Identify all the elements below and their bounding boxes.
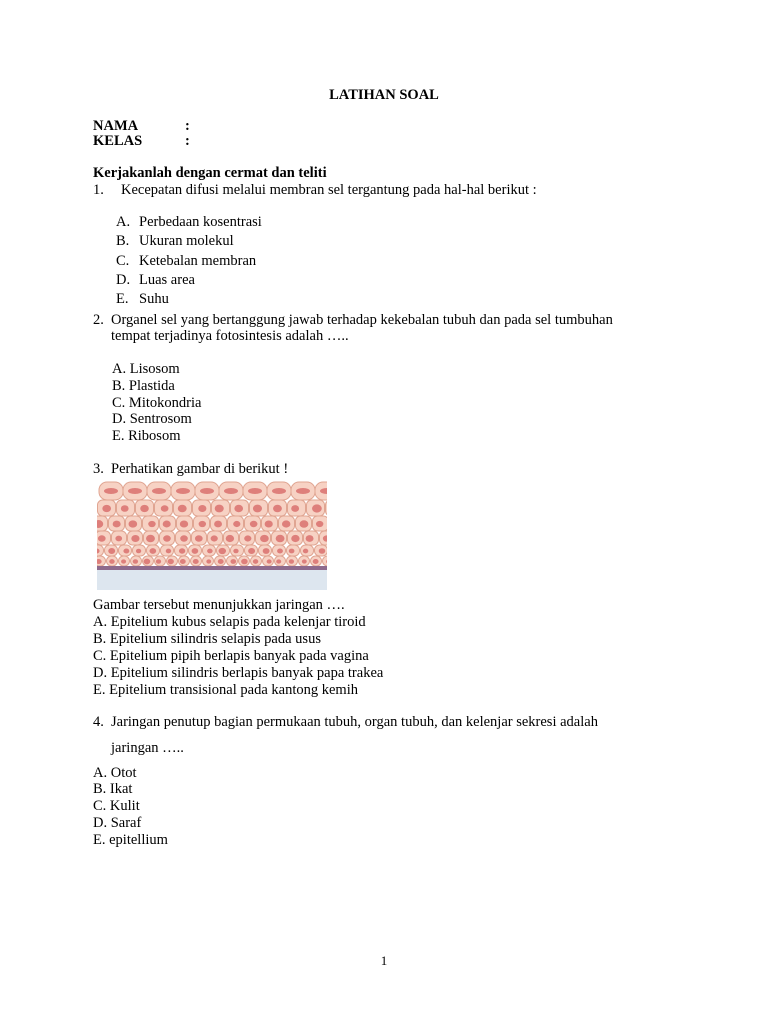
q2-text-line1: Organel sel yang bertanggung jawab terhadap kekebalan tubuh dan pada sel tumbuhan (111, 312, 613, 328)
cell-nucleus (303, 549, 308, 554)
cell-nucleus (277, 549, 283, 554)
q2-text-line2: tempat terjadinya fotosintesis adalah ….. (111, 328, 349, 344)
connective-tissue (97, 570, 327, 590)
cell-nucleus (250, 521, 258, 527)
cell-nucleus (198, 505, 206, 512)
cell-nucleus (218, 559, 224, 564)
cell-nucleus (233, 521, 240, 527)
cell-nucleus (199, 521, 206, 527)
cell-nucleus (156, 559, 161, 563)
q1-option-text: Ketebalan membran (139, 253, 257, 269)
cell-nucleus (207, 549, 213, 554)
cell-nucleus (233, 549, 238, 554)
cell-nucleus (180, 520, 188, 527)
q2-option: D. Sentrosom (112, 411, 192, 427)
cell-nucleus (115, 536, 122, 542)
cell-nucleus (312, 504, 322, 512)
cell-nucleus (319, 548, 326, 554)
cell-nucleus (146, 535, 155, 543)
page-number: 1 (380, 953, 388, 968)
cell-nucleus (113, 521, 121, 528)
cell-nucleus (291, 505, 299, 512)
cell-nucleus (273, 505, 282, 513)
q4-option: C. Kulit (93, 798, 140, 814)
q3-number: 3. (93, 461, 104, 477)
cell-nucleus (244, 535, 251, 541)
cell-nucleus (215, 505, 224, 513)
kelas-label: KELAS (93, 133, 143, 149)
cell-nucleus (180, 535, 188, 542)
cell-nucleus (121, 505, 129, 512)
cell-nucleus (193, 559, 199, 564)
cell-nucleus (313, 559, 319, 564)
cell-nucleus (144, 559, 151, 565)
cell-nucleus (306, 535, 314, 542)
cell-nucleus (316, 521, 323, 527)
q1-text: Kecepatan difusi melalui membran sel tergantung pada hal-hal berikut : (121, 182, 537, 198)
cell-nucleus (265, 521, 273, 528)
q2-option: A. Lisosom (112, 361, 180, 377)
cell-nucleus (178, 505, 187, 513)
cell-nucleus (148, 521, 155, 527)
q3-option: A. Epitelium kubus selapis pada kelenjar tiroid (93, 614, 366, 630)
cell-nucleus (133, 559, 138, 564)
q3-option: E. Epitelium transisional pada kantong kemih (93, 682, 358, 698)
q2-option: E. Ribosom (112, 428, 181, 444)
cell-nucleus (104, 488, 118, 494)
cell-nucleus (253, 559, 258, 564)
cell-nucleus (272, 488, 286, 494)
cell-nucleus (248, 488, 262, 494)
cell-nucleus (200, 488, 214, 494)
nama-label: NAMA (93, 118, 139, 134)
q1-option-letter: D. (116, 272, 131, 288)
cell-nucleus (179, 548, 185, 553)
epithelial-cell (326, 500, 328, 516)
q3-text: Perhatikan gambar di berikut ! (111, 461, 289, 477)
q2-option: C. Mitokondria (112, 395, 202, 411)
cell-nucleus (211, 535, 218, 541)
q4-option: E. epitellium (93, 832, 168, 848)
cell-nucleus (140, 505, 149, 512)
cell-nucleus (192, 548, 199, 554)
cell-nucleus (206, 559, 211, 563)
cell-nucleus (136, 549, 141, 554)
q1-option-text: Suhu (139, 291, 169, 307)
cell-nucleus (108, 548, 115, 554)
q1-number: 1. (93, 182, 104, 198)
cell-nucleus (289, 559, 294, 563)
cell-nucleus (291, 535, 299, 542)
cell-nucleus (289, 549, 295, 554)
cell-nucleus (129, 520, 138, 527)
cell-nucleus (263, 548, 270, 554)
cell-nucleus (149, 548, 156, 554)
q4-option: B. Ikat (93, 781, 133, 797)
cell-nucleus (302, 559, 307, 563)
cell-nucleus (296, 488, 310, 494)
cell-nucleus (168, 559, 174, 564)
q1-option-letter: C. (116, 253, 130, 269)
cell-nucleus (241, 559, 248, 565)
q3-option: B. Epitelium silindris selapis pada usus (93, 631, 321, 647)
kelas-colon: : (185, 133, 190, 149)
cell-nucleus (276, 559, 281, 563)
q3-option: D. Epitelium silindris berlapis banyak papa trakea (93, 665, 384, 681)
q4-number: 4. (93, 714, 104, 730)
cell-nucleus (195, 535, 203, 542)
cell-nucleus (219, 548, 226, 554)
cell-nucleus (98, 535, 106, 542)
instruction: Kerjakanlah dengan cermat dan teliti (93, 165, 327, 181)
cell-nucleus (102, 505, 111, 512)
cell-nucleus (163, 535, 171, 542)
q2-number: 2. (93, 312, 104, 328)
cell-nucleus (224, 488, 238, 494)
nama-colon: : (185, 118, 190, 134)
cell-nucleus (248, 548, 255, 554)
cell-nucleus (166, 549, 171, 554)
cell-nucleus (180, 559, 186, 564)
q4-text-line2: jaringan ….. (111, 740, 184, 756)
q1-option-text: Perbedaan kosentrasi (139, 214, 262, 230)
cell-nucleus (176, 488, 190, 494)
q1-option-letter: B. (116, 233, 130, 249)
q1-option-letter: E. (116, 291, 129, 307)
q3-question: Gambar tersebut menunjukkan jaringan …. (93, 597, 345, 613)
cell-nucleus (267, 559, 272, 563)
q1-option-text: Ukuran molekul (139, 233, 234, 249)
epithelium-tissue-image (97, 478, 327, 590)
cell-nucleus (253, 505, 262, 513)
cell-nucleus (131, 535, 139, 542)
q1-option-letter: A. (116, 214, 131, 230)
cell-nucleus (161, 505, 169, 512)
cell-nucleus (226, 535, 234, 542)
q4-option: A. Otot (93, 765, 137, 781)
cell-nucleus (234, 505, 243, 512)
cell-nucleus (282, 520, 290, 527)
q4-option: D. Saraf (93, 815, 142, 831)
cell-nucleus (214, 521, 222, 528)
cell-nucleus (123, 548, 129, 553)
cell-nucleus (121, 559, 126, 563)
q1-option-text: Luas area (139, 272, 195, 288)
cell-nucleus (128, 488, 142, 494)
cell-nucleus (109, 559, 115, 564)
cell-nucleus (276, 535, 285, 543)
cell-nucleus (230, 559, 236, 564)
q3-option: C. Epitelium pipih berlapis banyak pada vagina (93, 648, 369, 664)
cell-nucleus (163, 521, 171, 528)
cell-nucleus (260, 535, 269, 542)
q4-text-line1: Jaringan penutup bagian permukaan tubuh, organ tubuh, dan kelenjar sekresi adalah (111, 714, 598, 730)
page-title: LATIHAN SOAL (329, 87, 439, 103)
basement-membrane (97, 566, 327, 570)
q2-option: B. Plastida (112, 378, 175, 394)
cell-nucleus (300, 520, 309, 528)
cell-nucleus (152, 488, 166, 494)
